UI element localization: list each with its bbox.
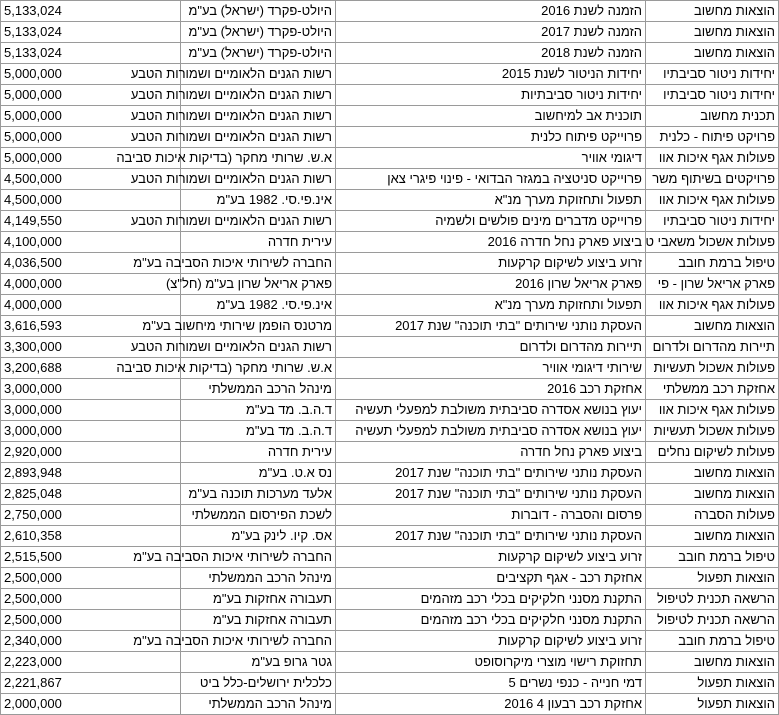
supplier-cell[interactable]: ד.ה.ב. מד בע"מ	[181, 421, 336, 442]
amount-cell[interactable]: 2,500,000	[1, 568, 181, 589]
subject-cell[interactable]: פארק אריאל שרון 2016	[336, 274, 646, 295]
amount-cell[interactable]: 2,920,000	[1, 442, 181, 463]
category-cell[interactable]: הוצאות מחשוב	[646, 43, 779, 64]
subject-cell[interactable]: זרוע ביצוע לשיקום קרקעות	[336, 253, 646, 274]
supplier-cell[interactable]: היולט-פקרד (ישראל) בע"מ	[181, 43, 336, 64]
subject-cell[interactable]: פרוייקט מדברים מינים פולשים ולשמיה	[336, 211, 646, 232]
supplier-cell[interactable]: לשכת הפירסום הממשלתי	[181, 505, 336, 526]
amount-cell[interactable]: 5,000,000	[1, 64, 181, 85]
category-cell[interactable]: פעולות אשכול תעשיות	[646, 358, 779, 379]
amount-cell[interactable]: 2,750,000	[1, 505, 181, 526]
category-cell[interactable]: פעולות אגף איכות אוו	[646, 400, 779, 421]
subject-cell[interactable]: אחזקת רכב - אגף תקציבים	[336, 568, 646, 589]
table-row[interactable]	[1, 337, 779, 358]
supplier-cell[interactable]: אינ.פי.סי. 1982 בע"מ	[181, 190, 336, 211]
table-row[interactable]	[1, 64, 779, 85]
category-cell[interactable]: פעולות אגף איכות אוו	[646, 190, 779, 211]
table-row[interactable]	[1, 169, 779, 190]
category-cell[interactable]: הוצאות מחשוב	[646, 1, 779, 22]
table-row[interactable]	[1, 253, 779, 274]
amount-cell[interactable]: 5,000,000	[1, 127, 181, 148]
subject-cell[interactable]: פרוייקט סניטציה במגזר הבדואי - פינוי פיגרי צאן	[336, 169, 646, 190]
subject-cell[interactable]: זרוע ביצוע לשיקום קרקעות	[336, 631, 646, 652]
amount-cell[interactable]: 4,000,000	[1, 274, 181, 295]
supplier-cell[interactable]: גטר גרופ בע"מ	[181, 652, 336, 673]
subject-cell[interactable]: יעוץ בנושא אסדרה סביבתית משולבת למפעלי תעשיה	[336, 400, 646, 421]
amount-cell[interactable]: 5,000,000	[1, 148, 181, 169]
category-cell[interactable]: הוצאות תפעול	[646, 673, 779, 694]
category-cell[interactable]: טיפול ברמת חובב	[646, 547, 779, 568]
supplier-cell[interactable]: אינ.פי.סי. 1982 בע"מ	[181, 295, 336, 316]
table-row[interactable]	[1, 316, 779, 337]
table-row[interactable]	[1, 211, 779, 232]
category-cell[interactable]: פרויקט פיתוח - כלנית	[646, 127, 779, 148]
amount-cell[interactable]: 4,036,500	[1, 253, 181, 274]
subject-cell[interactable]: פרוייקט פיתוח כלנית	[336, 127, 646, 148]
supplier-cell[interactable]: תעבורה אחזקות בע"מ	[181, 610, 336, 631]
supplier-cell[interactable]: רשות הגנים הלאומיים ושמורות הטבע	[181, 85, 336, 106]
table-row[interactable]	[1, 610, 779, 631]
category-cell[interactable]: הרשאה תכנית לטיפול	[646, 589, 779, 610]
table-row[interactable]	[1, 568, 779, 589]
category-cell[interactable]: הוצאות מחשוב	[646, 484, 779, 505]
subject-cell[interactable]: אחזקת רכב 2016	[336, 379, 646, 400]
amount-cell[interactable]: 3,000,000	[1, 400, 181, 421]
table-row[interactable]	[1, 631, 779, 652]
category-cell[interactable]: פארק אריאל שרון - פי	[646, 274, 779, 295]
supplier-cell[interactable]: רשות הגנים הלאומיים ושמורות הטבע	[181, 211, 336, 232]
supplier-cell[interactable]: רשות הגנים הלאומיים ושמורות הטבע	[181, 169, 336, 190]
category-cell[interactable]: פעולות אשכול משאבי ט	[646, 232, 779, 253]
subject-cell[interactable]: העסקת נותני שירותים "בתי תוכנה" שנת 2017	[336, 463, 646, 484]
category-cell[interactable]: יחידות ניטור סביבתיו	[646, 85, 779, 106]
category-cell[interactable]: פעולות אגף איכות אוו	[646, 295, 779, 316]
table-row[interactable]	[1, 379, 779, 400]
subject-cell[interactable]: זרוע ביצוע לשיקום קרקעות	[336, 547, 646, 568]
supplier-cell[interactable]: מינהל הרכב הממשלתי	[181, 694, 336, 715]
table-row[interactable]	[1, 127, 779, 148]
supplier-cell[interactable]: א.ש. שרותי מחקר (בדיקות איכות סביבה	[181, 358, 336, 379]
table-row[interactable]	[1, 484, 779, 505]
table-row[interactable]	[1, 694, 779, 715]
table-row[interactable]	[1, 589, 779, 610]
subject-cell[interactable]: הזמנה לשנת 2018	[336, 43, 646, 64]
amount-cell[interactable]: 4,500,000	[1, 169, 181, 190]
supplier-cell[interactable]: היולט-פקרד (ישראל) בע"מ	[181, 22, 336, 43]
supplier-cell[interactable]: רשות הגנים הלאומיים ושמורות הטבע	[181, 127, 336, 148]
category-cell[interactable]: תיירות מהדרום ולדרום	[646, 337, 779, 358]
amount-cell[interactable]: 4,100,000	[1, 232, 181, 253]
table-row[interactable]	[1, 190, 779, 211]
amount-cell[interactable]: 3,000,000	[1, 421, 181, 442]
supplier-cell[interactable]: החברה לשירותי איכות הסביבה בע"מ	[181, 547, 336, 568]
subject-cell[interactable]: העסקת נותני שירותים "בתי תוכנה" שנת 2017	[336, 484, 646, 505]
amount-cell[interactable]: 3,200,688	[1, 358, 181, 379]
category-cell[interactable]: הוצאות מחשוב	[646, 316, 779, 337]
subject-cell[interactable]: יחידות ניטור סביבתיות	[336, 85, 646, 106]
category-cell[interactable]: הוצאות תפעול	[646, 694, 779, 715]
amount-cell[interactable]: 5,133,024	[1, 22, 181, 43]
amount-cell[interactable]: 2,221,867	[1, 673, 181, 694]
table-row[interactable]	[1, 526, 779, 547]
subject-cell[interactable]: התקנת מסנני חלקיקים בכלי רכב מזהמים	[336, 610, 646, 631]
table-row[interactable]	[1, 421, 779, 442]
supplier-cell[interactable]: תעבורה אחזקות בע"מ	[181, 589, 336, 610]
subject-cell[interactable]: הזמנה לשנת 2017	[336, 22, 646, 43]
amount-cell[interactable]: 2,000,000	[1, 694, 181, 715]
table-row[interactable]	[1, 1, 779, 22]
table-row[interactable]	[1, 295, 779, 316]
supplier-cell[interactable]: עירית חדרה	[181, 442, 336, 463]
supplier-cell[interactable]: פארק אריאל שרון בע"מ (חל"צ)	[181, 274, 336, 295]
supplier-cell[interactable]: כלכלית ירושלים-כלל ביט	[181, 673, 336, 694]
amount-cell[interactable]: 5,000,000	[1, 106, 181, 127]
subject-cell[interactable]: דמי חנייה - כנפי נשרים 5	[336, 673, 646, 694]
category-cell[interactable]: פרויקטים בשיתוף משר	[646, 169, 779, 190]
subject-cell[interactable]: אחזקת רכב רבעון 4 2016	[336, 694, 646, 715]
table-row[interactable]	[1, 505, 779, 526]
table-row[interactable]	[1, 22, 779, 43]
amount-cell[interactable]: 4,000,000	[1, 295, 181, 316]
table-row[interactable]	[1, 148, 779, 169]
subject-cell[interactable]: הזמנה לשנת 2016	[336, 1, 646, 22]
subject-cell[interactable]: שירותי דיגומי אוויר	[336, 358, 646, 379]
subject-cell[interactable]: התקנת מסנני חלקיקים בכלי רכב מזהמים	[336, 589, 646, 610]
subject-cell[interactable]: תחזוקת רישוי מוצרי מיקרוסופט	[336, 652, 646, 673]
subject-cell[interactable]: העסקת נותני שירותים "בתי תוכנה" שנת 2017	[336, 526, 646, 547]
table-row[interactable]	[1, 442, 779, 463]
amount-cell[interactable]: 5,000,000	[1, 85, 181, 106]
amount-cell[interactable]: 2,223,000	[1, 652, 181, 673]
category-cell[interactable]: פעולות אשכול תעשיות	[646, 421, 779, 442]
table-row[interactable]	[1, 106, 779, 127]
table-row[interactable]	[1, 85, 779, 106]
amount-cell[interactable]: 2,610,358	[1, 526, 181, 547]
amount-cell[interactable]: 2,825,048	[1, 484, 181, 505]
category-cell[interactable]: פעולות לשיקום נחלים	[646, 442, 779, 463]
supplier-cell[interactable]: א.ש. שרותי מחקר (בדיקות איכות סביבה	[181, 148, 336, 169]
supplier-cell[interactable]: ד.ה.ב. מד בע"מ	[181, 400, 336, 421]
subject-cell[interactable]: ביצוע פארק נחל חדרה	[336, 442, 646, 463]
supplier-cell[interactable]: החברה לשירותי איכות הסביבה בע"מ	[181, 631, 336, 652]
table-row[interactable]	[1, 652, 779, 673]
subject-cell[interactable]: פרסום והסברה - דוברות	[336, 505, 646, 526]
amount-cell[interactable]: 2,500,000	[1, 589, 181, 610]
category-cell[interactable]: תכנית מחשוב	[646, 106, 779, 127]
amount-cell[interactable]: 2,515,500	[1, 547, 181, 568]
supplier-cell[interactable]: החברה לשירותי איכות הסביבה בע"מ	[181, 253, 336, 274]
subject-cell[interactable]: יעוץ בנושא אסדרה סביבתית משולבת למפעלי תעשיה	[336, 421, 646, 442]
amount-cell[interactable]: 4,149,550	[1, 211, 181, 232]
category-cell[interactable]: הוצאות תפעול	[646, 568, 779, 589]
table-row[interactable]	[1, 463, 779, 484]
supplier-cell[interactable]: מינהל הרכב הממשלתי	[181, 568, 336, 589]
amount-cell[interactable]: 3,616,593	[1, 316, 181, 337]
amount-cell[interactable]: 4,500,000	[1, 190, 181, 211]
table-row[interactable]	[1, 232, 779, 253]
category-cell[interactable]: טיפול ברמת חובב	[646, 631, 779, 652]
table-row[interactable]	[1, 400, 779, 421]
amount-cell[interactable]: 3,000,000	[1, 379, 181, 400]
supplier-cell[interactable]: עירית חדרה	[181, 232, 336, 253]
amount-cell[interactable]: 5,133,024	[1, 43, 181, 64]
supplier-cell[interactable]: אלעד מערכות תוכנה בע"מ	[181, 484, 336, 505]
supplier-cell[interactable]: נס א.ט. בע"מ	[181, 463, 336, 484]
category-cell[interactable]: הוצאות מחשוב	[646, 652, 779, 673]
category-cell[interactable]: פעולות הסברה	[646, 505, 779, 526]
amount-cell[interactable]: 2,500,000	[1, 610, 181, 631]
supplier-cell[interactable]: מינהל הרכב הממשלתי	[181, 379, 336, 400]
supplier-cell[interactable]: רשות הגנים הלאומיים ושמורות הטבע	[181, 337, 336, 358]
supplier-cell[interactable]: רשות הגנים הלאומיים ושמורות הטבע	[181, 106, 336, 127]
subject-cell[interactable]: דיגומי אוויר	[336, 148, 646, 169]
category-cell[interactable]: הוצאות מחשוב	[646, 463, 779, 484]
amount-cell[interactable]: 2,340,000	[1, 631, 181, 652]
table-row[interactable]	[1, 673, 779, 694]
subject-cell[interactable]: ביצוע פארק נחל חדרה 2016	[336, 232, 646, 253]
subject-cell[interactable]: העסקת נותני שירותים "בתי תוכנה" שנת 2017	[336, 316, 646, 337]
category-cell[interactable]: יחידות ניטור סביבתיו	[646, 211, 779, 232]
supplier-cell[interactable]: אס. קיו. לינק בע"מ	[181, 526, 336, 547]
category-cell[interactable]: טיפול ברמת חובב	[646, 253, 779, 274]
table-row[interactable]	[1, 274, 779, 295]
category-cell[interactable]: אחזקת רכב ממשלתי	[646, 379, 779, 400]
amount-cell[interactable]: 2,893,948	[1, 463, 181, 484]
subject-cell[interactable]: תיירות מהדרום ולדרום	[336, 337, 646, 358]
category-cell[interactable]: פעולות אגף איכות אוו	[646, 148, 779, 169]
table-body	[1, 1, 779, 715]
table-row[interactable]	[1, 547, 779, 568]
supplier-cell[interactable]: רשות הגנים הלאומיים ושמורות הטבע	[181, 64, 336, 85]
table-row[interactable]	[1, 43, 779, 64]
table-row[interactable]	[1, 358, 779, 379]
subject-cell[interactable]: תפעול ותחזוקת מערך מנ"א	[336, 190, 646, 211]
amount-cell[interactable]: 5,133,024	[1, 1, 181, 22]
supplier-cell[interactable]: מרטנס הופמן שירותי מיחשוב בע"מ	[181, 316, 336, 337]
amount-cell[interactable]: 3,300,000	[1, 337, 181, 358]
subject-cell[interactable]: יחידות הניטור לשנת 2015	[336, 64, 646, 85]
category-cell[interactable]: הוצאות מחשוב	[646, 526, 779, 547]
category-cell[interactable]: הרשאה תכנית לטיפול	[646, 610, 779, 631]
category-cell[interactable]: הוצאות מחשוב	[646, 22, 779, 43]
category-cell[interactable]: יחידות ניטור סביבתיו	[646, 64, 779, 85]
subject-cell[interactable]: תפעול ותחזוקת מערך מנ"א	[336, 295, 646, 316]
supplier-cell[interactable]: היולט-פקרד (ישראל) בע"מ	[181, 1, 336, 22]
subject-cell[interactable]: תוכנית אב למיחשוב	[336, 106, 646, 127]
